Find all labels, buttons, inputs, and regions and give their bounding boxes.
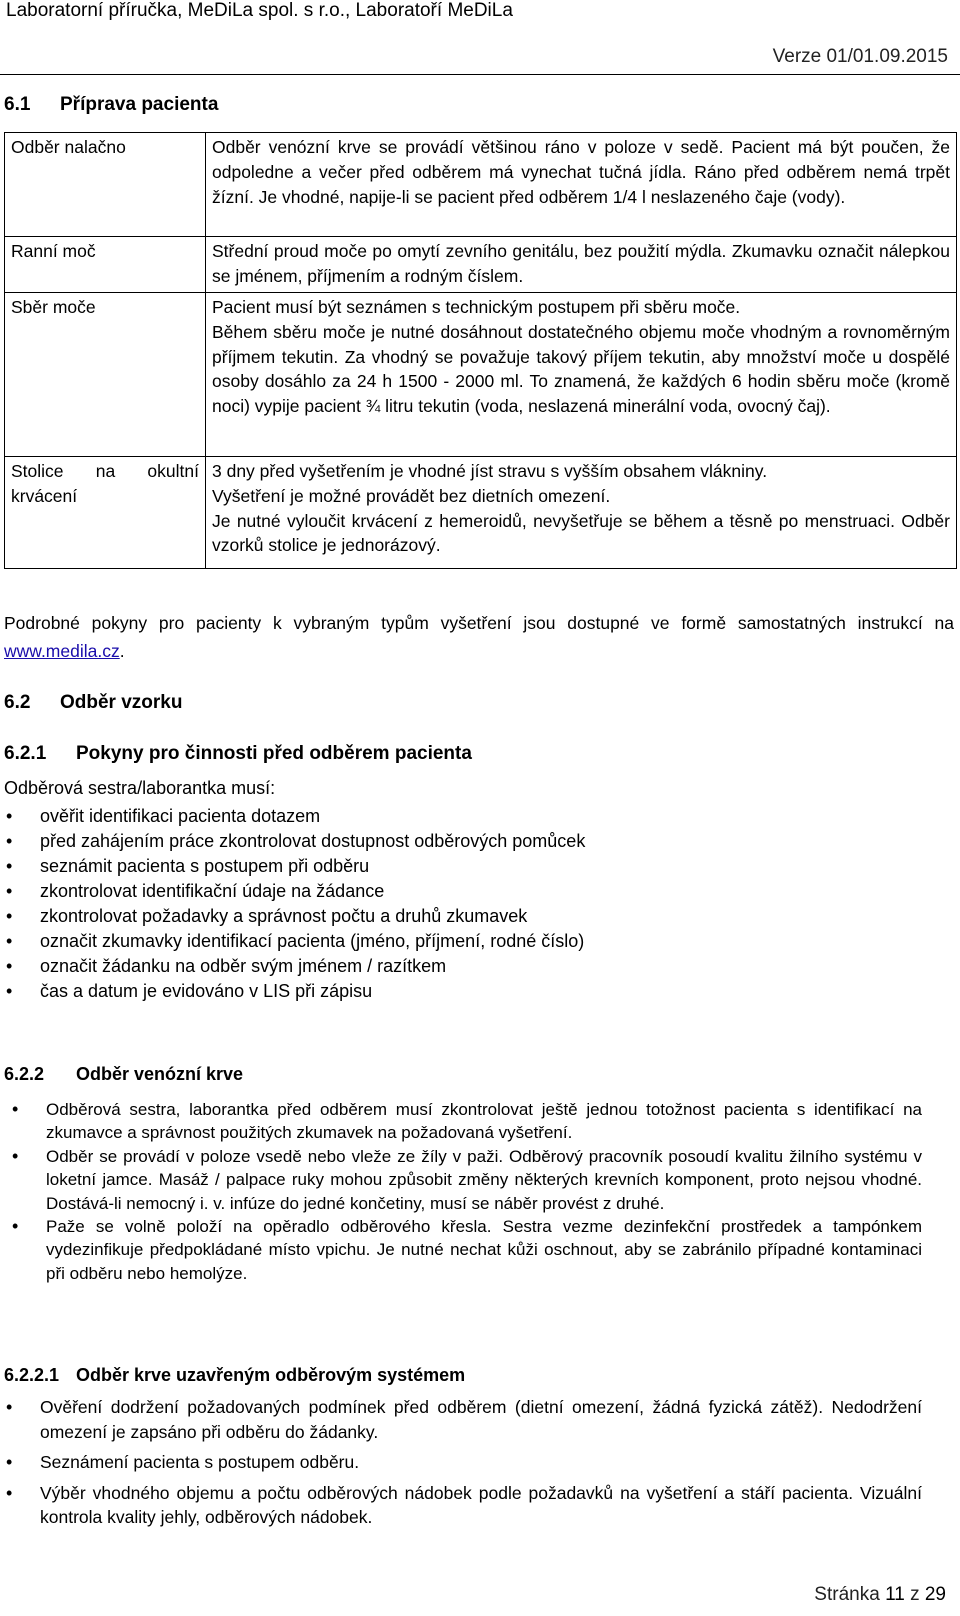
section-title: Odběr vzorku [60, 692, 183, 713]
page-footer [814, 1584, 946, 1606]
section-intro: Odběrová sestra/laborantka musí: [4, 778, 276, 798]
list-item: • Odběrová sestra, laborantka před odběrem musí zkontrolovat ještě jednou totožnost pacienta s identifikací na zkumavce a správnost použitých zkumavek na požadovaná vyšetření. [46, 1098, 922, 1145]
list-item: • čas a datum je evidováno v LIS při zápisu [40, 979, 940, 1004]
row-text-line: Během sběru moče je nutné dosáhnout dostatečného objemu moče vhodným a rovnoměrným příjmem tekutin. Za vhodný se považuje takový příjem tekutin, aby množství moče u dospělé osoby dosáhlo za 24 h 1500 - 2000 ml. To znamená, že každých 6 hodin sběru moče (kromě noci) vypije pacient ¾ litru tekutin (voda, neslazená minerální voda, ovocný čaj). [212, 321, 950, 417]
row-label-text: Stolice na okultní krvácení [11, 461, 199, 506]
list-item: • Výběr vhodného objemu a počtu odběrových nádobek podle požadavků na vyšetření a stáří pacienta. Vizuální kontrola kvality jehly, odběrových nádobek. [40, 1481, 922, 1530]
of-word: z [910, 1584, 920, 1605]
section-number: 6.2 [4, 692, 31, 713]
list-item: • Odběr se provádí v poloze vsedě nebo vleže ze žíly v paži. Odběrový pracovník posoudí kvalitu žilního systému v loketní jamce. Masáž / palpace ruky mohou způsobit změny některých krevních komponent, proto nejsou vhodné. Dostává-li nemocný i. v. infúze do jedné končetiny, musí se náběr provést z druhé. [46, 1145, 922, 1215]
list-item: • zkontrolovat požadavky a správnost počtu a druhů zkumavek [40, 904, 940, 929]
page-number: 11 [885, 1584, 905, 1605]
document-version: Verze 01/01.09.2015 [772, 46, 948, 67]
header-divider [0, 74, 960, 75]
row-text-line: 3 dny před vyšetřením je vhodné jíst stravu s vyšším obsahem vlákniny. [212, 461, 768, 481]
row-text-line: Pacient musí být seznámen s technickým postupem při sběru moče. [212, 297, 741, 317]
pre-collection-checklist [40, 804, 940, 1004]
section-heading-6-2-2-1 [4, 1365, 465, 1386]
row-text: Střední proud moče po omytí zevního genitálu, bez použití mýdla. Zkumavku označit nálepkou se jménem, příjmením a rodným číslem. [206, 237, 957, 293]
section-title: Odběr krve uzavřeným odběrovým systémem [76, 1365, 466, 1385]
row-text [206, 457, 957, 569]
section-number: 6.2.2 [4, 1064, 45, 1084]
patient-preparation-table [4, 132, 957, 569]
section-heading-6-1 [4, 94, 218, 116]
list-item: • Paže se volně položí na opěradlo odběrového křesla. Sestra vezme dezinfekční prostředek a tampónkem vydezinfikuje předpokládané místo vpichu. Je nutné nechat kůži oschnout, aby se zabránilo případné kontaminaci při odběru nebo hemolýze. [46, 1215, 922, 1285]
row-text: Odběr venózní krve se provádí většinou ráno v poloze v sedě. Pacient má být poučen, že odpoledne a večer před odběrem má vynechat tučná jídla. Ráno před odběrem nemá trpět žízní. Je vhodné, napije-li se pacient před odběrem 1/4 l neslazeného čaje (vody). [206, 133, 957, 237]
section-title: Odběr venózní krve [76, 1064, 244, 1084]
section-number: 6.2.1 [4, 743, 47, 764]
document-header-title: Laboratorní příručka, MeDiLa spol. s r.o., Laboratoří MeDiLa [6, 0, 513, 21]
row-label: Ranní moč [5, 237, 206, 293]
list-item: • seznámit pacienta s postupem při odběru [40, 854, 940, 879]
page-word: Stránka [814, 1584, 880, 1605]
note-end: . [119, 641, 125, 661]
note-text: Podrobné pokyny pro pacienty k vybraným typům vyšetření jsou dostupné ve formě samostatných instrukcí na [4, 613, 954, 633]
instructions-note [4, 609, 954, 665]
list-item: • označit žádanku na odběr svým jménem / razítkem [40, 954, 940, 979]
list-item: • zkontrolovat identifikační údaje na žádance [40, 879, 940, 904]
section-number: 6.1 [4, 94, 31, 115]
list-item: • Seznámení pacienta s postupem odběru. [40, 1450, 922, 1475]
section-title: Příprava pacienta [60, 94, 219, 115]
section-heading-6-2 [4, 692, 182, 714]
section-title: Pokyny pro činnosti před odběrem pacienta [76, 743, 472, 764]
row-text-line: Je nutné vyloučit krvácení z hemeroidů, nevyšetřuje se během a těsně po menstruaci. Odběr vzorků stolice je jednorázový. [212, 510, 950, 556]
row-label: Sběr moče [5, 293, 206, 457]
row-label [5, 457, 206, 569]
medila-website-link[interactable]: www.medila.cz [4, 641, 120, 661]
list-item: • označit zkumavky identifikací pacienta (jméno, příjmení, rodné číslo) [40, 929, 940, 954]
row-label-line [11, 459, 199, 509]
list-item: • před zahájením práce zkontrolovat dostupnost odběrových pomůcek [40, 829, 940, 854]
closed-system-collection-list [40, 1395, 922, 1530]
table-row [5, 133, 957, 237]
table-row [5, 293, 957, 457]
section-number: 6.2.2.1 [4, 1365, 60, 1385]
list-item: • ověřit identifikaci pacienta dotazem [40, 804, 940, 829]
row-text [206, 293, 957, 457]
page-total: 29 [924, 1584, 946, 1605]
table-row [5, 457, 957, 569]
section-heading-6-2-2 [4, 1064, 243, 1085]
list-item: • Ověření dodržení požadovaných podmínek před odběrem (dietní omezení, žádná fyzická zátěž). Nedodržení omezení je zapsáno při odběru do žádanky. [40, 1395, 922, 1444]
venous-blood-collection-list [46, 1098, 922, 1285]
section-heading-6-2-1 [4, 743, 472, 765]
table-row [5, 237, 957, 293]
row-text-line: Vyšetření je možné provádět bez dietních omezení. [212, 485, 611, 506]
row-label: Odběr nalačno [5, 133, 206, 237]
